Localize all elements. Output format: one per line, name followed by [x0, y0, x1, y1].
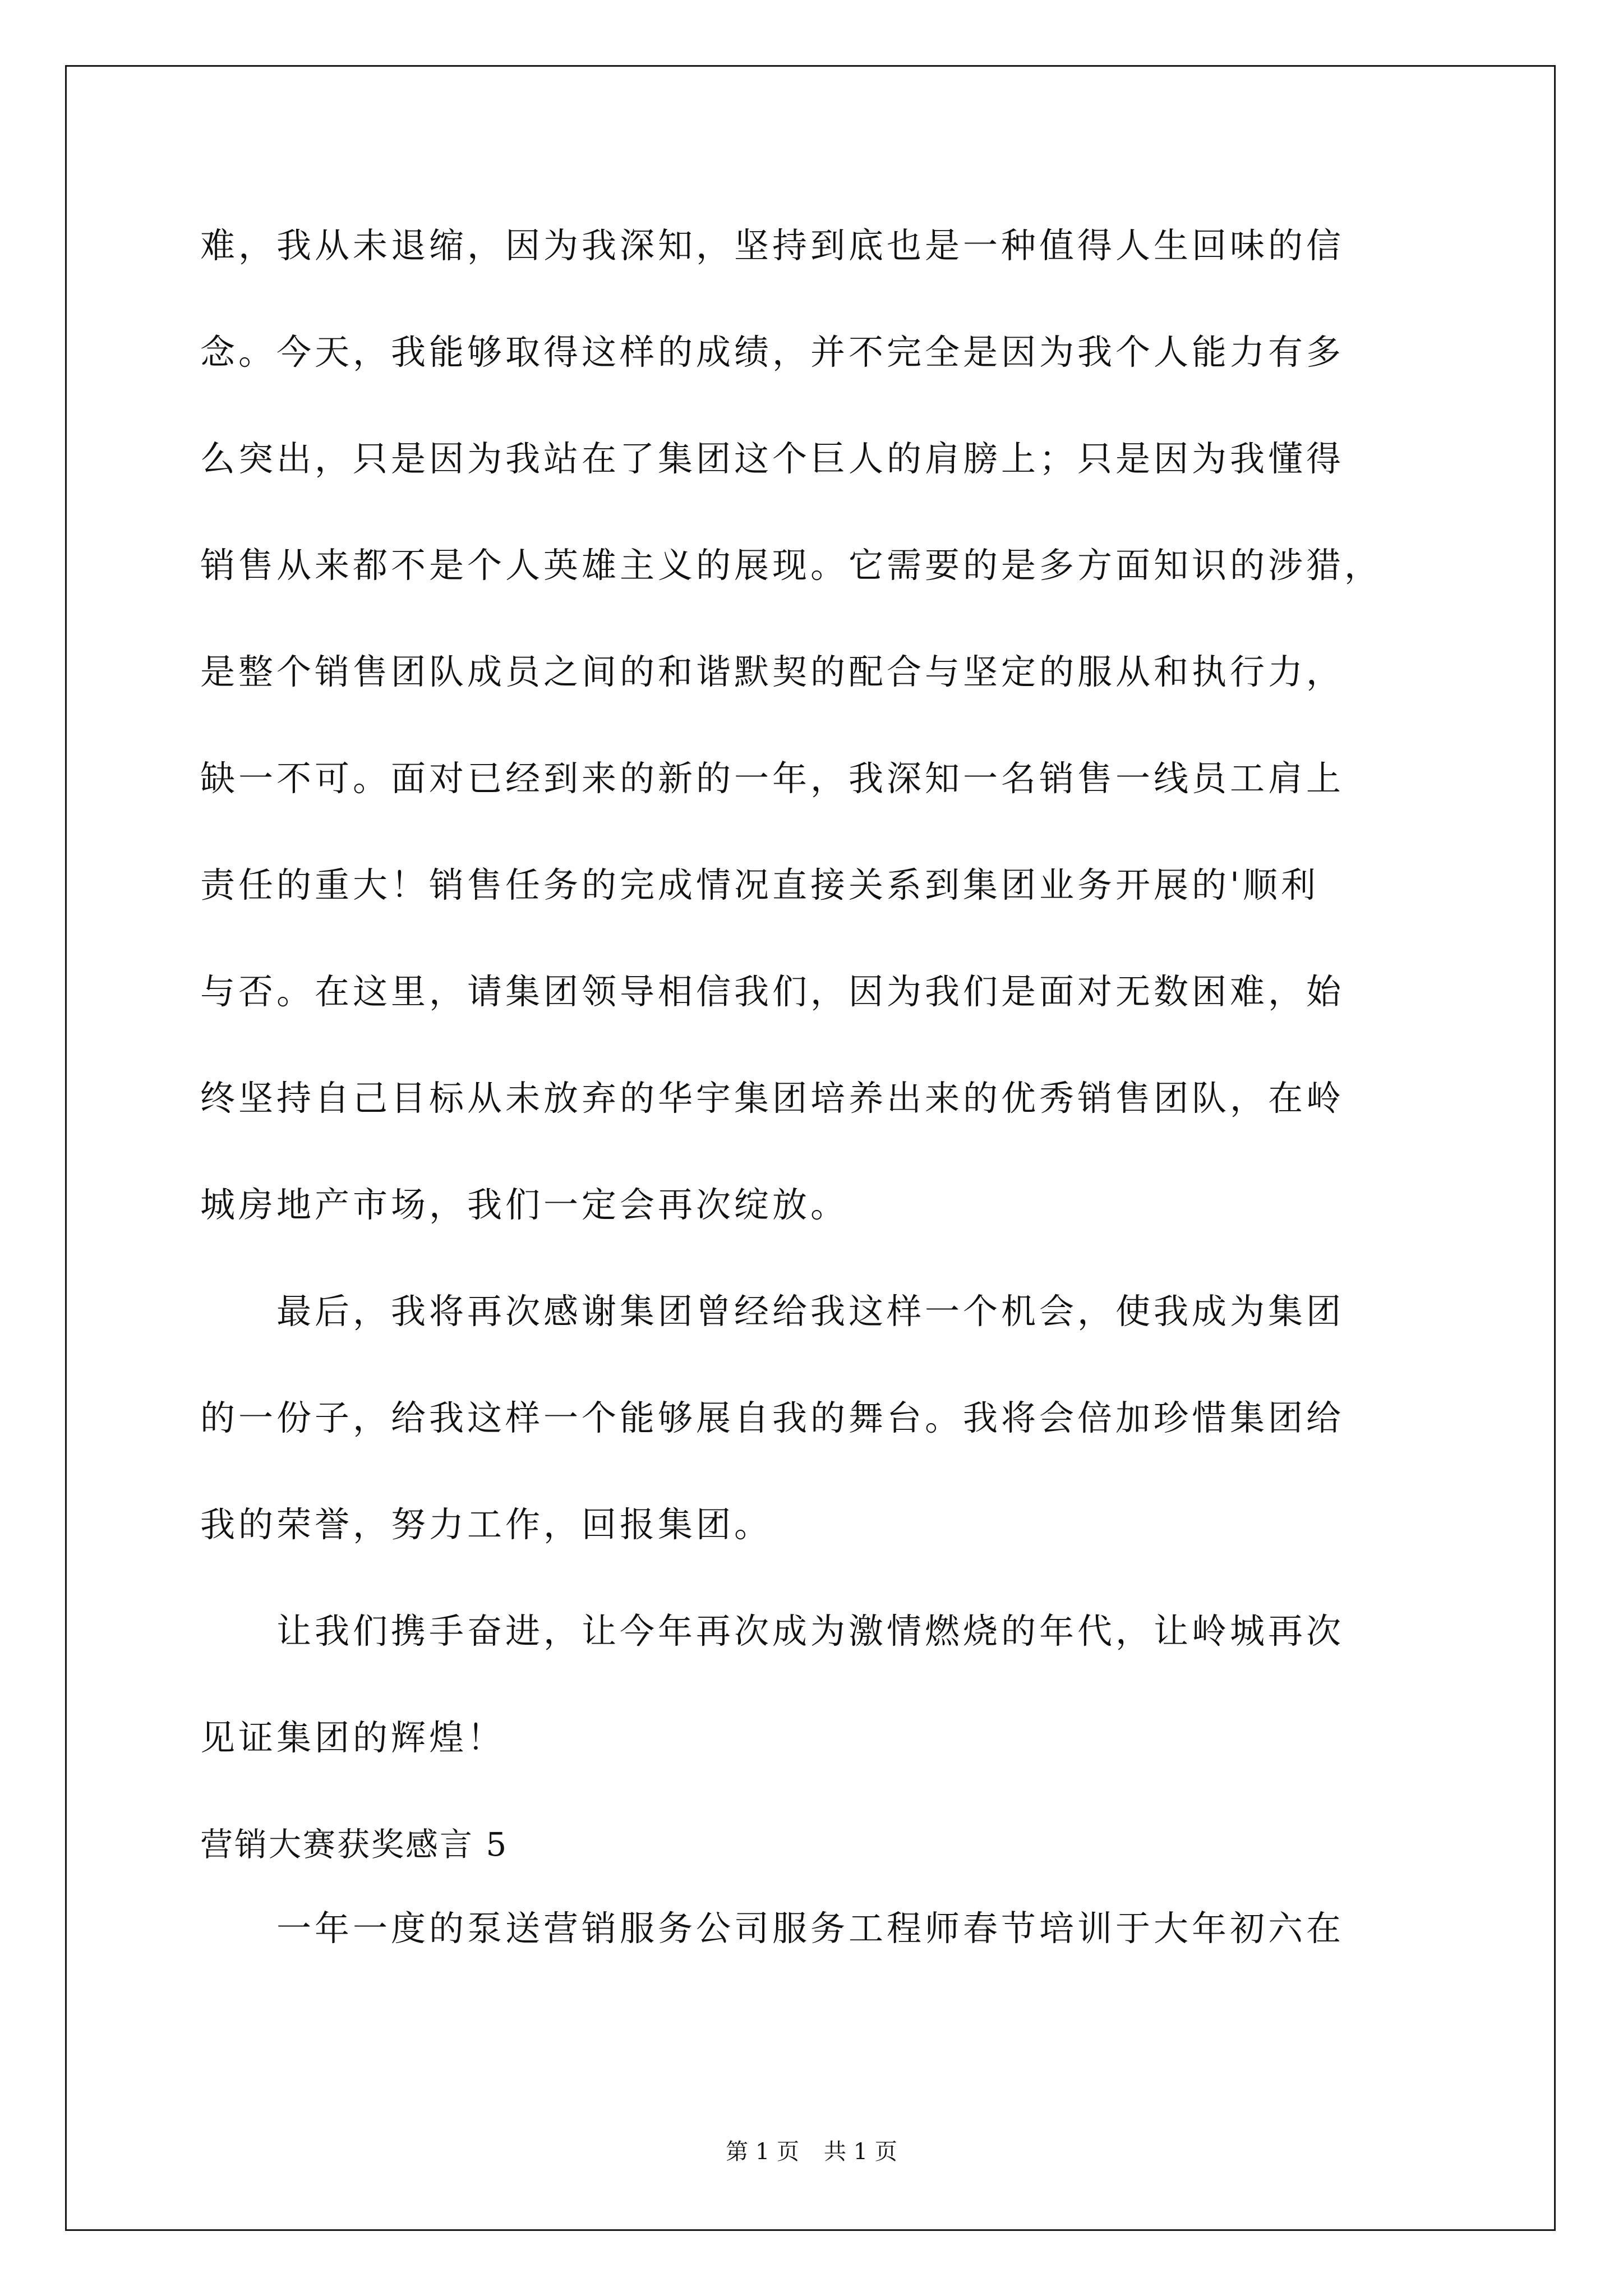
text-line: 的一份子，给我这样一个能够展自我的舞台。我将会倍加珍惜集团给 [200, 1397, 1345, 1438]
text-line: 销售从来都不是个人英雄主义的展现。它需要的是多方面知识的涉猎， [200, 545, 1383, 586]
text-line: 责任的重大！销售任务的完成情况直接关系到集团业务开展的'顺利 [200, 864, 1320, 905]
document-body [200, 218, 1423, 2007]
text-line: 见证集团的辉煌！ [200, 1717, 506, 1758]
text-line: 让我们携手奋进，让今年再次成为激情燃烧的年代，让岭城再次 [200, 1611, 1345, 1651]
section-heading: 营销大赛获奖感言 5 [200, 1825, 509, 1864]
text-line: 终坚持自己目标从未放弃的华宇集团培养出来的优秀销售团队，在岭 [200, 1078, 1345, 1119]
text-line: 与否。在这里，请集团领导相信我们，因为我们是面对无数困难，始 [200, 971, 1345, 1012]
text-line: 城房地产市场，我们一定会再次绽放。 [200, 1184, 849, 1225]
text-line: 难，我从未退缩，因为我深知，坚持到底也是一种值得人生回味的信 [200, 225, 1345, 266]
page-footer [0, 2135, 1623, 2169]
text-line: 念。今天，我能够取得这样的成绩，并不完全是因为我个人能力有多 [200, 332, 1345, 372]
text-line: 缺一不可。面对已经到来的新的一年，我深知一名销售一线员工肩上 [200, 758, 1345, 799]
page-number: 第 1 页 [726, 2139, 799, 2165]
text-line: 最后，我将再次感谢集团曾经给我这样一个机会，使我成为集团 [200, 1291, 1345, 1332]
page-total: 共 1 页 [824, 2139, 897, 2165]
text-line: 一年一度的泵送营销服务公司服务工程师春节培训于大年初六在 [200, 1908, 1345, 1949]
text-line: 么突出，只是因为我站在了集团这个巨人的肩膀上；只是因为我懂得 [200, 438, 1345, 479]
text-line: 我的荣誉，努力工作，回报集团。 [200, 1504, 773, 1545]
text-line: 是整个销售团队成员之间的和谐默契的配合与坚定的服从和执行力， [200, 651, 1345, 692]
